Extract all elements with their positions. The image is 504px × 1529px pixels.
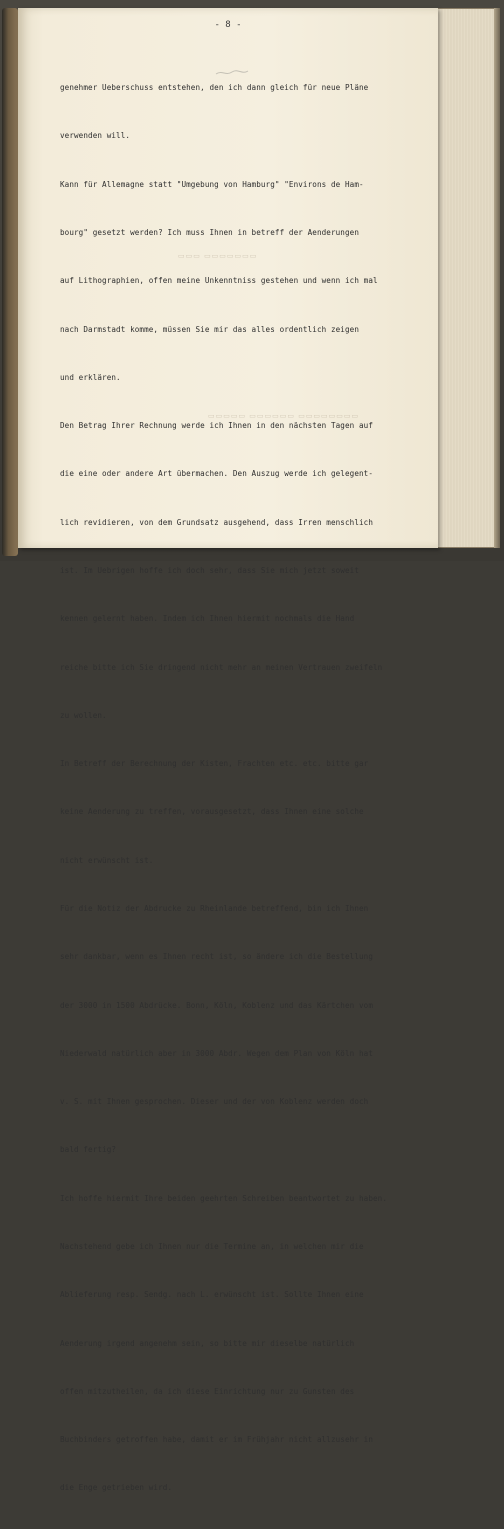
text-line: bourg" gesetzt werden? Ich muss Ihnen in betreff der Aenderungen	[60, 228, 359, 238]
text-line: Den Betrag Ihrer Rechnung werde ich Ihnen in den nächsten Tagen auf	[60, 421, 374, 431]
text-line: zu wollen.	[60, 710, 107, 720]
show-through-stamp: ▭▭▭▭▭ ▭▭▭▭▭▭ ▭▭▭▭▭▭▭▭	[208, 412, 360, 420]
text-line: lich revidieren, von dem Grundsatz ausgehend, dass Irren menschlich	[60, 517, 374, 527]
text-line: genehmer Ueberschuss entstehen, den ich dann gleich für neue Pläne	[60, 83, 369, 93]
text-line: ist. Im Uebrigen hoffe ich doch sehr, dass Sie mich jetzt soweit	[60, 566, 359, 575]
text-line: Ablieferung resp. Sendg. nach L. erwünscht ist. Sollte Ihnen eine	[60, 1290, 364, 1300]
text-line: die Enge getrieben wird.	[60, 1483, 173, 1493]
page-number: - 8 -	[214, 20, 242, 30]
text-line: Nachstehend gebe ich Ihnen nur die Termine an, in welchen mir die	[60, 1241, 364, 1251]
text-line: nicht erwünscht ist.	[60, 855, 154, 865]
text-line: v. S. mit Ihnen gesprochen. Dieser und der von Koblenz werden doch	[60, 1097, 369, 1107]
text-line: auf Lithographien, offen meine Unkenntniss gestehen und wenn ich mal	[60, 276, 378, 286]
text-line: Aenderung irgend angenehm sein, so bitte mir dieselbe natürlich	[60, 1338, 355, 1348]
text-line: kennen gelernt haben. Indem ich Ihnen hiermit nochmals die Hand	[60, 614, 355, 624]
text-line: offen mitzutheilen, da ich diese Einrichtung nur zu Gunsten des	[60, 1386, 355, 1396]
text-line: keine Aenderung zu treffen, vorausgesetzt, dass Ihnen eine solche	[60, 807, 364, 817]
text-line: reiche bitte ich Sie dringend nicht mehr an meinen Vertrauen zweifeln	[60, 662, 383, 672]
text-line: Buchbinders getroffen habe, damit er im Frühjahr nicht allzusehr in	[60, 1435, 374, 1445]
letter-text	[60, 48, 400, 1529]
text-line: die eine oder andere Art übermachen. Den Auszug werde ich gelegent-	[60, 469, 374, 479]
text-line: nach Darmstadt komme, müssen Sie mir das alles ordentlich zeigen	[60, 324, 359, 334]
text-line: und erklären.	[60, 372, 121, 382]
text-line: Für die Notiz der Abdrucke zu Rheinlande betreffend, bin ich Ihnen	[60, 903, 369, 913]
text-line: der 3000 in 1500 Abdrücke. Bonn, Köln, Koblenz und das Kärtchen vom	[60, 1000, 374, 1010]
text-line: Niederwald natürlich aber in 3000 Abdr. Wegen dem Plan von Köln hat	[60, 1048, 374, 1058]
show-through-stamp: ▭▭▭ ▭▭▭▭▭▭▭	[178, 252, 258, 260]
text-line: Ich hoffe hiermit Ihre beiden geehrten Schreiben beantwortet zu haben.	[60, 1193, 388, 1203]
text-line: sehr dankbar, wenn es Ihnen recht ist, so ändere ich die Bestellung	[60, 952, 374, 962]
text-line: verwenden will.	[60, 131, 131, 141]
text-line: Kann für Allemagne statt "Umgebung von Hamburg" "Environs de Ham-	[60, 179, 364, 189]
document-page	[18, 8, 438, 1493]
page-stack-edge	[494, 8, 500, 548]
book-spine-edge	[2, 8, 18, 556]
text-line: In Betreff der Berechnung der Kisten, Frachten etc. etc. bitte gar	[60, 759, 369, 769]
text-line: bald fertig?	[60, 1145, 117, 1155]
